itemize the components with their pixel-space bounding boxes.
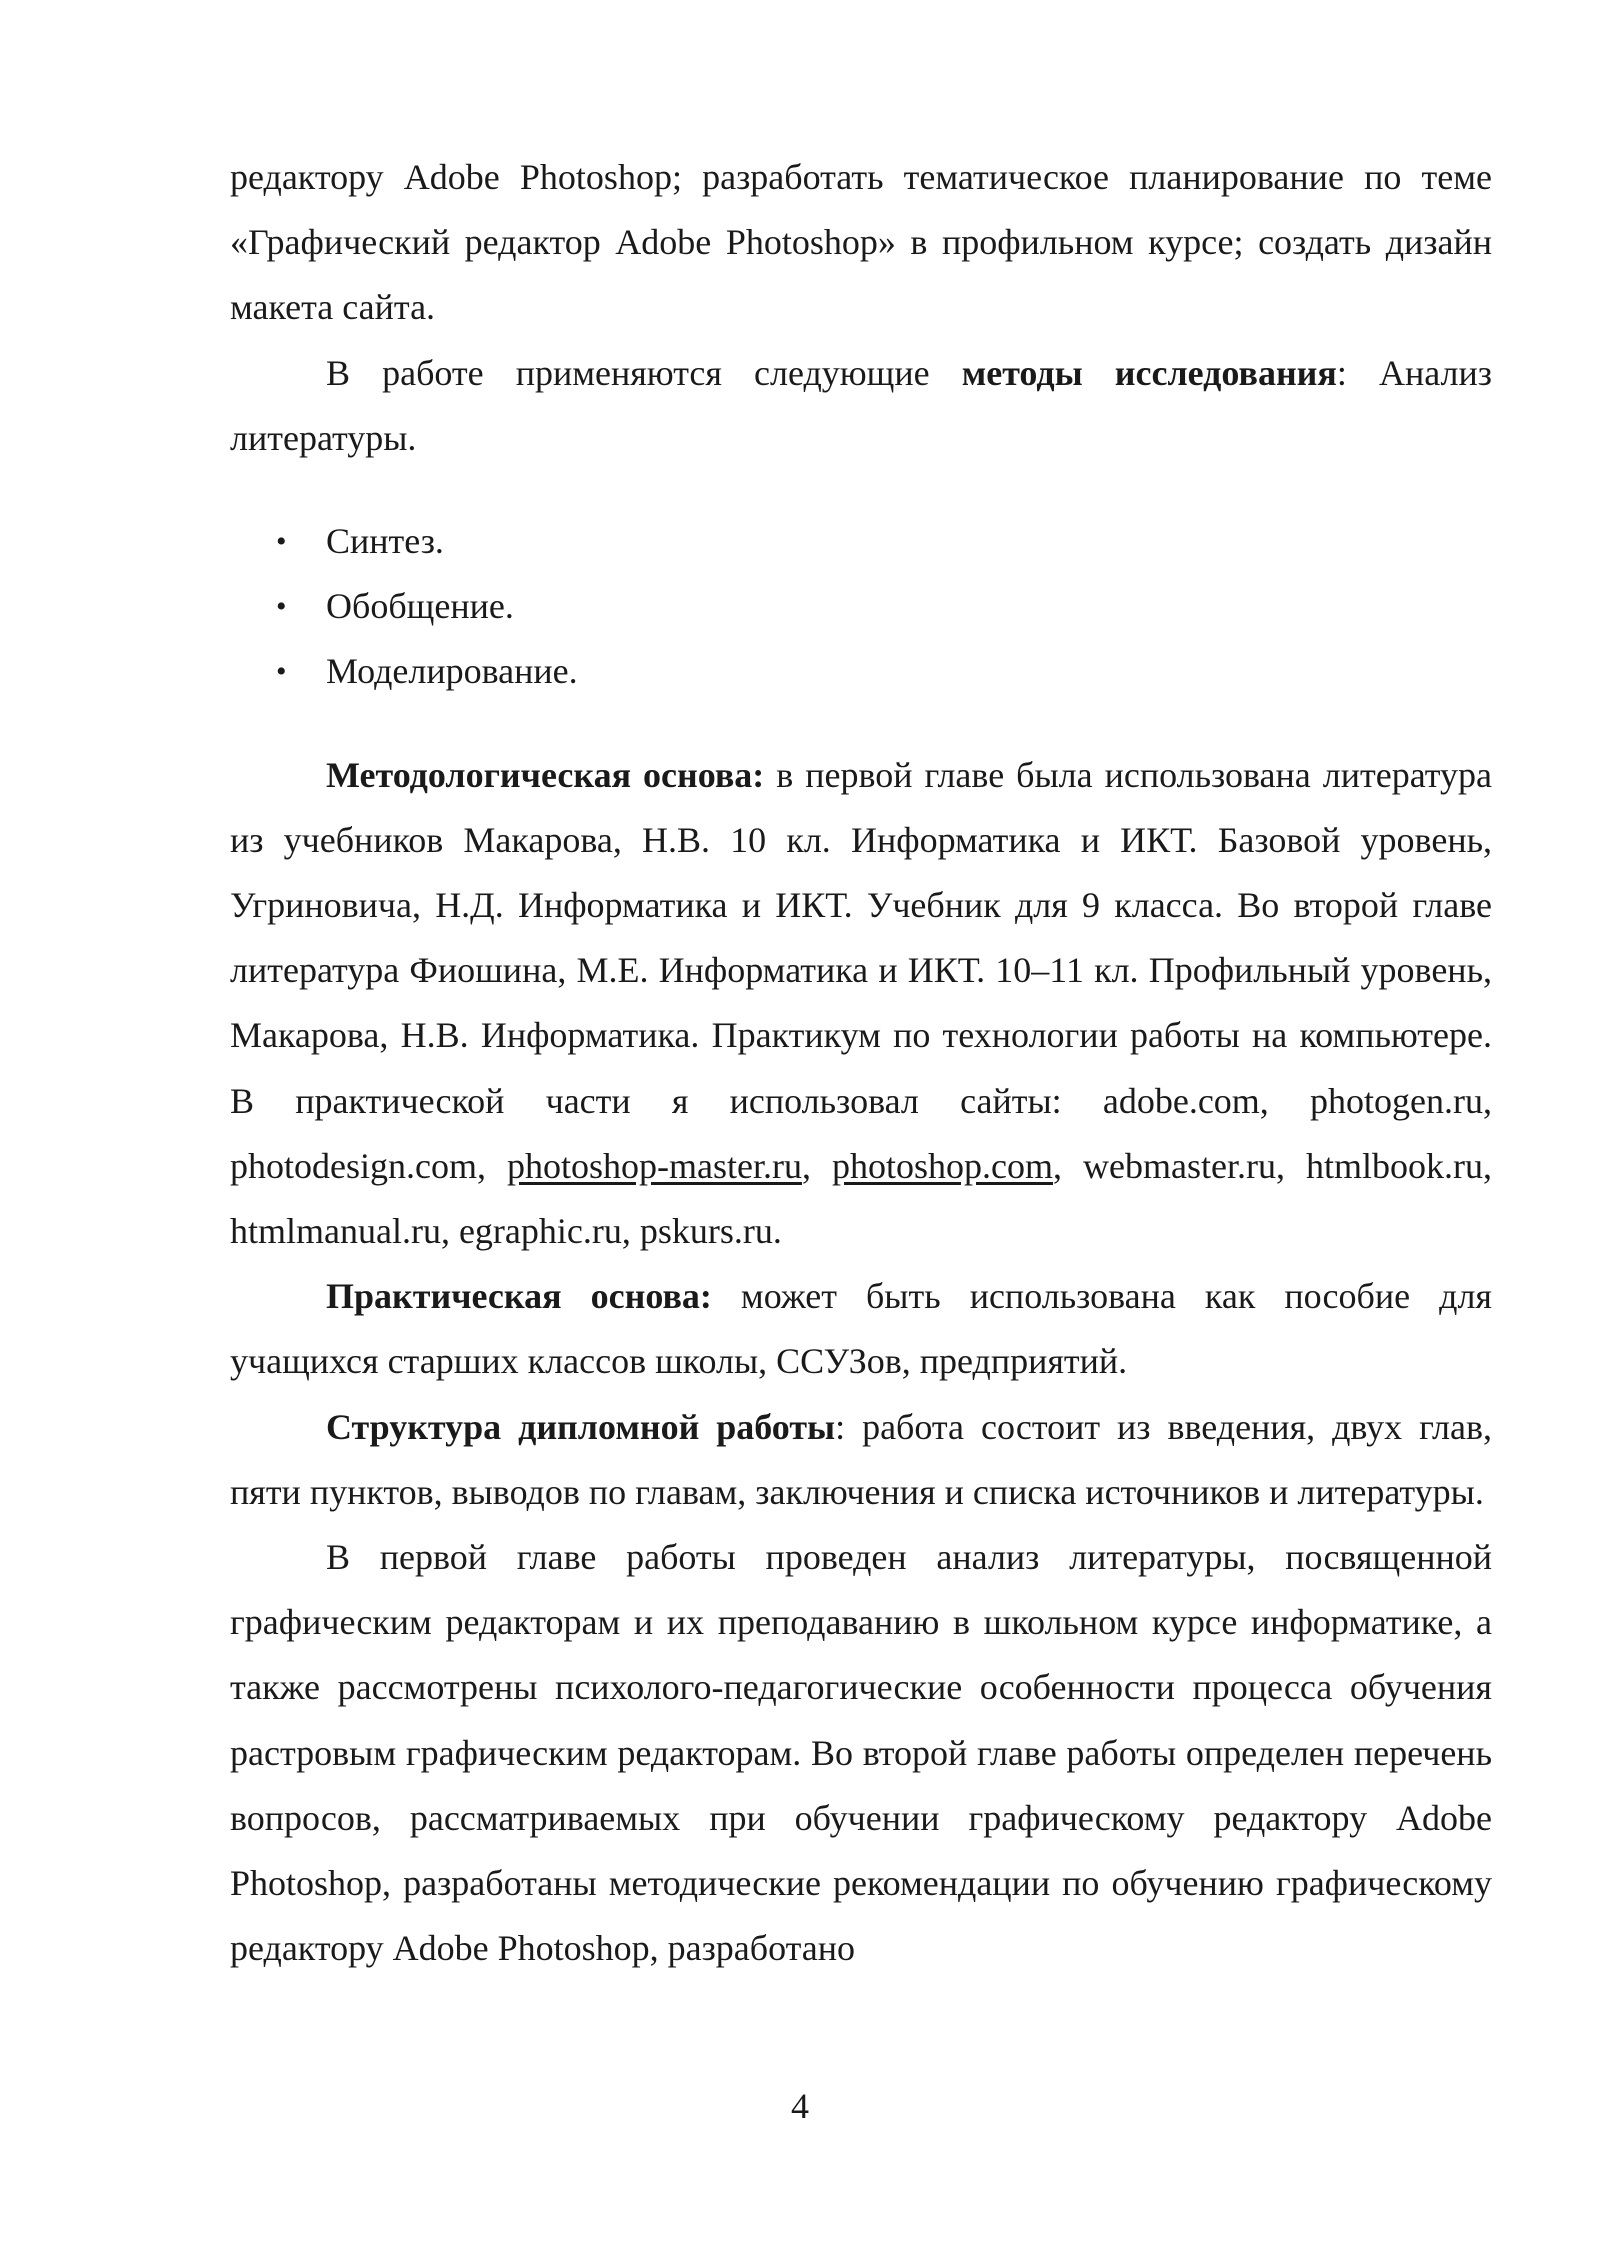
- link-photoshop-com[interactable]: photoshop.com: [832, 1145, 1053, 1186]
- list-item: [230, 574, 1492, 639]
- link-separator: ,: [801, 1145, 832, 1186]
- list-item: [230, 639, 1492, 704]
- thesis-structure-text: : работа состоит из введения, двух глав, пяти пунктов, выводов по главам, заключения и списка источников и литературы.: [230, 1406, 1492, 1512]
- page-number: 4: [791, 2086, 809, 2126]
- research-methods-tail: : Анализ литературы.: [230, 352, 1492, 458]
- paragraph-methodological-basis: [230, 743, 1492, 1265]
- research-methods-lead: В работе применяются следующие: [326, 352, 962, 393]
- methodological-basis-text: в первой главе была использована литература из учебников Макарова, Н.В. 10 кл. Информатика и ИКТ. Базовой уровень, Угриновича, Н.Д. Информатика и ИКТ. Учебник для 9 класса. Во второй главе литература Фиошина, М.Е. Информатика и ИКТ. 10–11 кл. Профильный уровень, Макарова, Н.В. Информатика. Практикум по технологии работы на компьютере. В практической части я использовал сайты: adobe.com, photogen.ru, photodesign.com,: [230, 754, 1492, 1186]
- list-item-label: Моделирование.: [326, 651, 578, 692]
- methods-list: [230, 509, 1492, 705]
- paragraph-tasks-continued: редактору Adobe Photoshop; разработать тематическое планирование по теме «Графический редактор Adobe Photoshop» в профильном курсе; создать дизайн макета сайта.: [230, 157, 1492, 328]
- practical-basis-heading: Практическая основа:: [326, 1276, 712, 1317]
- list-item: [230, 509, 1492, 574]
- list-item-label: Синтез.: [326, 521, 444, 562]
- paragraph-practical-basis: [230, 1264, 1492, 1394]
- thesis-structure-heading: Структура дипломной работы: [326, 1406, 836, 1447]
- paragraph-research-methods: [230, 341, 1492, 471]
- document-body: [230, 145, 1492, 1981]
- list-item-label: Обобщение.: [326, 586, 514, 627]
- link-photoshop-master[interactable]: photoshop-master.ru: [507, 1145, 802, 1186]
- paragraph-thesis-structure: [230, 1395, 1492, 1525]
- methodological-basis-heading: Методологическая основа:: [326, 754, 765, 795]
- bullet-icon: •: [276, 655, 287, 689]
- bullet-icon: •: [276, 525, 287, 559]
- practical-basis-text: может быть использована как пособие для учащихся старших классов школы, ССУЗов, предприятий.: [230, 1276, 1492, 1382]
- bullet-icon: •: [276, 590, 287, 624]
- research-methods-heading: методы исследования: [961, 352, 1337, 393]
- paragraph-chapters-summary: В первой главе работы проведен анализ литературы, посвященной графическим редакторам и их преподаванию в школьном курсе информатике, а также рассмотрены психолого-педагогические особенности процесса обучения растровым графическим редакторам. Во второй главе работы определен перечень вопросов, рассматриваемых при обучении графическому редактору Adobe Photoshop, разработаны методические рекомендации по обучению графическому редактору Adobe Photoshop, разработано: [230, 1537, 1492, 1969]
- methodological-basis-tail: , webmaster.ru, htmlbook.ru, htmlmanual.ru, egraphic.ru, pskurs.ru.: [230, 1145, 1492, 1252]
